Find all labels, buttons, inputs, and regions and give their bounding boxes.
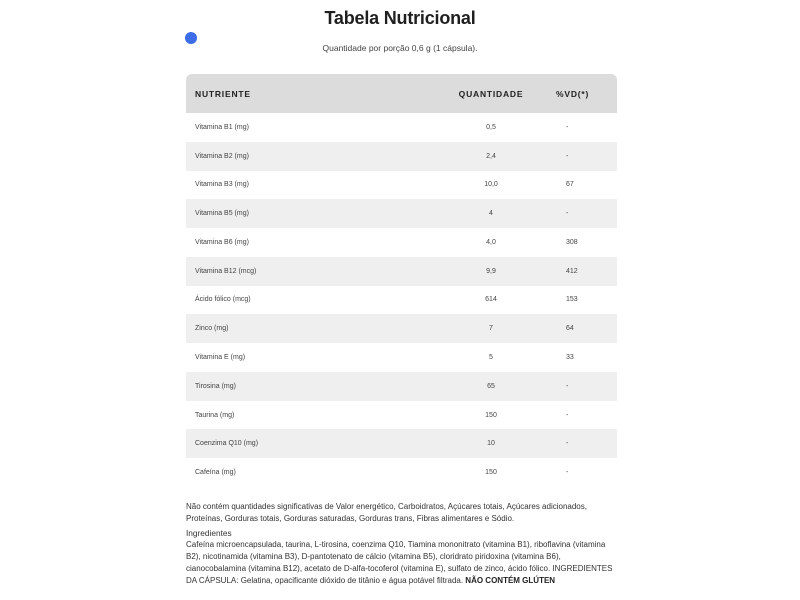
table-row bbox=[186, 429, 617, 458]
daily-value-cell: 67 bbox=[566, 181, 574, 189]
header-quantity: QUANTIDADE bbox=[458, 88, 524, 99]
daily-value-cell: 308 bbox=[566, 238, 578, 246]
table-row bbox=[186, 199, 617, 228]
table-row bbox=[186, 142, 617, 171]
table-row bbox=[186, 343, 617, 372]
table-row bbox=[186, 372, 617, 401]
amount-cell: 10,0 bbox=[484, 181, 498, 189]
ingredients-text: Cafeína microencapsulada, taurina, L-tirosina, coenzima Q10, Tiamina mononitrato (vitamina B1), riboflavina (vitamina B2), nicotinamida (vitamina B3), D-pantotenato de cálcio (vitamina B5), cloridrato piridoxina (vitamina B6), cianocobalamina (vitamina B12), acetato de D-alfa-tocoferol (vitamina E), sulfato de zinco, ácido fólico. INGREDIENTES DA CÁPSULA: Gelatina, opacificante dióxido de titânio e água potável filtrada. bbox=[186, 540, 613, 585]
nutrient-cell: Vitamina B2 (mg) bbox=[195, 152, 249, 160]
amount-cell: 614 bbox=[485, 296, 497, 304]
gluten-warning: NÃO CONTÉM GLÚTEN bbox=[465, 575, 556, 585]
disclaimer-text: Não contém quantidades significativas de Valor energético, Carboidratos, Açúcares totais, Açúcares adicionados, Proteínas, Gorduras totais, Gorduras saturadas, Gorduras trans, Fibras alimentares e Sódio. bbox=[186, 502, 587, 523]
table-row bbox=[186, 314, 617, 343]
nutrient-cell: Vitamina E (mg) bbox=[195, 354, 246, 361]
amount-cell: 9,9 bbox=[486, 267, 496, 275]
header-daily-value: %VD(*) bbox=[556, 88, 590, 99]
daily-value-cell: - bbox=[566, 210, 569, 218]
nutrient-cell: Vitamina B3 (mg) bbox=[195, 181, 249, 189]
nutrient-cell: Zinco (mg) bbox=[195, 325, 229, 333]
table-row bbox=[186, 228, 617, 257]
table-row bbox=[186, 171, 617, 200]
amount-cell: 2,4 bbox=[486, 152, 496, 160]
amount-cell: 4 bbox=[489, 210, 493, 218]
nutrient-cell: Coenzima Q10 (mg) bbox=[195, 440, 259, 448]
amount-cell: 4,0 bbox=[486, 238, 496, 246]
amount-cell: 150 bbox=[485, 411, 497, 419]
ingredients-heading: Ingredientes bbox=[186, 527, 232, 538]
header-nutrient: NUTRIENTE bbox=[195, 88, 251, 99]
nutrient-cell: Taurina (mg) bbox=[195, 411, 235, 419]
daily-value-cell: - bbox=[566, 152, 569, 160]
nutrition-notes bbox=[186, 501, 618, 587]
daily-value-cell: - bbox=[566, 123, 569, 131]
table-header bbox=[186, 74, 617, 113]
daily-value-cell: - bbox=[566, 469, 569, 477]
amount-cell: 65 bbox=[487, 382, 495, 390]
nutrient-cell: Vitamina B6 (mg) bbox=[195, 238, 249, 246]
ingredients-paragraph bbox=[186, 539, 618, 586]
daily-value-cell: 153 bbox=[566, 296, 578, 304]
nutrient-cell: Cafeína (mg) bbox=[195, 469, 236, 477]
amount-cell: 0,5 bbox=[486, 123, 496, 131]
table-row bbox=[186, 257, 617, 286]
daily-value-cell: 64 bbox=[566, 325, 574, 333]
table-row bbox=[186, 401, 617, 430]
daily-value-cell: - bbox=[566, 382, 569, 390]
table-row bbox=[186, 458, 617, 487]
table-row bbox=[186, 286, 617, 315]
nutrient-cell: Vitamina B12 (mcg) bbox=[195, 267, 257, 275]
amount-cell: 150 bbox=[485, 469, 497, 477]
nutrient-cell: Ácido fólico (mcg) bbox=[195, 296, 251, 304]
nutrient-cell: Vitamina B1 (mg) bbox=[195, 123, 249, 131]
nutrient-cell: Tirosina (mg) bbox=[195, 382, 236, 390]
daily-value-cell: - bbox=[566, 411, 569, 419]
nutrition-table bbox=[186, 74, 617, 487]
amount-cell: 5 bbox=[489, 354, 493, 361]
amount-cell: 7 bbox=[489, 325, 493, 333]
nutrient-cell: Vitamina B5 (mg) bbox=[195, 210, 249, 218]
daily-value-cell: - bbox=[566, 440, 569, 448]
table-body bbox=[186, 113, 617, 487]
table-row bbox=[186, 113, 617, 142]
page-title: Tabela Nutricional bbox=[324, 8, 476, 28]
amount-cell: 10 bbox=[487, 440, 495, 448]
serving-size-subtitle: Quantidade por porção 0,6 g (1 cápsula). bbox=[322, 43, 478, 53]
daily-value-cell: 33 bbox=[566, 354, 574, 361]
daily-value-cell: 412 bbox=[566, 267, 578, 275]
